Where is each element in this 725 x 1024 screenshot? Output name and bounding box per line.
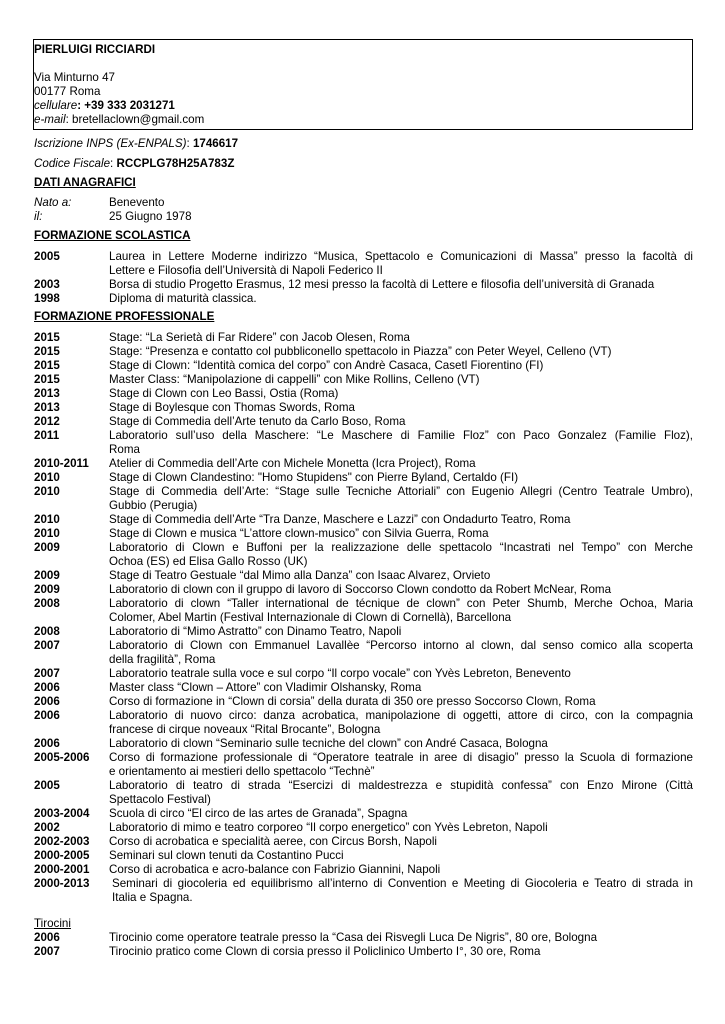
entry-row xyxy=(34,373,693,387)
entry-year: 2007 xyxy=(34,667,60,680)
entry-description xyxy=(109,429,693,457)
entry-line: Stage di Commedia dell’Arte tenuto da Carlo Boso, Roma xyxy=(109,415,406,428)
entry-line: Master Class: “Manipolazione di cappelli” con Mike Rollins, Celleno (VT) xyxy=(109,373,480,386)
entry-year: 2015 xyxy=(34,359,60,372)
entry-year: 2006 xyxy=(34,931,60,944)
entry-row xyxy=(34,835,693,849)
entry-line: Laboratorio di teatro di strada “Esercizi di maldestrezza e stupidità confessa” con Enzo Mirone (Città xyxy=(109,779,693,792)
section-title-professionale: FORMAZIONE PROFESSIONALE xyxy=(34,310,215,323)
entry-line: Laboratorio di Clown e Buffoni per la realizzazione delle spettacolo “Incastrati nel Tempo” con Merche xyxy=(109,541,693,554)
phone-label: cellulare xyxy=(34,99,78,112)
entry-line: Laboratorio di mimo e teatro corporeo “Il corpo energetico” con Yvès Lebreton, Napoli xyxy=(109,821,548,834)
entry-row xyxy=(34,821,693,835)
entry-line: Stage di Clown e musica “L’attore clown-musico” con Silvia Guerra, Roma xyxy=(109,527,489,540)
entry-year: 2006 xyxy=(34,695,60,708)
entry-year: 2003 xyxy=(34,278,60,291)
entry-row xyxy=(34,485,693,513)
entry-line: Stage di Commedia dell’Arte: “Stage sulle Tecniche Attoriali” con Eugenio Allegri (Centro Teatrale Umbro), xyxy=(109,485,693,498)
entry-row xyxy=(34,931,693,945)
entry-row xyxy=(34,387,693,401)
birthplace-value: Benevento xyxy=(109,196,165,209)
entry-line: Tirocinio come operatore teatrale presso la “Casa dei Risvegli Luca De Nigris”, 80 ore, Bologna xyxy=(109,931,598,944)
entry-year: 2012 xyxy=(34,415,60,428)
entry-line: Tirocinio pratico come Clown di corsia presso il Policlinico Umberto I°, 30 ore, Roma xyxy=(109,945,541,958)
entry-year: 2009 xyxy=(34,569,60,582)
entry-row xyxy=(34,345,693,359)
entry-year: 2000-2005 xyxy=(34,849,90,862)
entry-line: Master class “Clown – Attore” con Vladimir Olshansky, Roma xyxy=(109,681,422,694)
entry-line: Stage di Clown: “Identità comica del corpo” con Andrè Casaca, Casetl Fiorentino (FI) xyxy=(109,359,544,372)
entry-line: Laboratorio di nuovo circo: danza acrobatica, manipolazione di oggetti, attore di circo, con la compagnia xyxy=(109,709,693,722)
entry-line: e orientamento ai mestieri dello spettacolo “Technè” xyxy=(109,765,375,778)
entry-description xyxy=(109,779,693,807)
contact-box xyxy=(33,39,693,130)
entry-year: 2002-2003 xyxy=(34,835,90,848)
entry-line: Stage di Commedia dell’Arte “Tra Danze, Maschere e Lazzi” con Ondadurto Teatro, Roma xyxy=(109,513,571,526)
entry-description xyxy=(109,278,693,292)
entry-description xyxy=(109,709,693,737)
entry-line: Seminari di giocoleria ed equilibrismo all’interno di Convention e Meeting di Giocoleria e Teatro di strada in xyxy=(112,877,693,890)
entry-line: Corso di acrobatica e acro-balance con Fabrizio Giannini, Napoli xyxy=(109,863,441,876)
cf-value: RCCPLG78H25A783Z xyxy=(116,157,235,170)
entry-row xyxy=(34,527,693,541)
entry-row xyxy=(34,292,693,306)
birthdate-row xyxy=(34,210,693,224)
email-label: e-mail xyxy=(34,113,66,126)
entry-row xyxy=(34,667,693,681)
entry-year: 2000-2001 xyxy=(34,863,90,876)
entry-description xyxy=(109,849,693,863)
entry-year: 2010 xyxy=(34,471,60,484)
entry-description xyxy=(109,597,693,625)
entry-year: 2010 xyxy=(34,513,60,526)
entry-row xyxy=(34,639,693,667)
entry-line: Laboratorio teatrale sulla voce e sul corpo “Il corpo vocale” con Yvès Lebreton, Benevento xyxy=(109,667,571,680)
entry-row xyxy=(34,471,693,485)
entry-description xyxy=(109,639,693,667)
entry-line: Seminari sul clown tenuti da Costantino Pucci xyxy=(109,849,344,862)
entry-description xyxy=(109,457,693,471)
entry-row xyxy=(34,457,693,471)
entry-row xyxy=(34,681,693,695)
entry-line: Gubbio (Perugia) xyxy=(109,499,198,512)
entry-year: 2009 xyxy=(34,583,60,596)
entry-row xyxy=(34,807,693,821)
entry-row xyxy=(34,331,693,345)
entry-year: 2010-2011 xyxy=(34,457,89,470)
entry-description xyxy=(109,667,693,681)
scolastica-list xyxy=(34,250,693,306)
entry-row xyxy=(34,569,693,583)
entry-line: Laboratorio di clown “Taller international de técnique de clown” con Peter Shumb, Merche Ochoa, Maria xyxy=(109,597,693,610)
inps-sep: : xyxy=(186,137,193,150)
entry-row xyxy=(34,541,693,569)
tirocini-list xyxy=(34,931,693,959)
entry-description xyxy=(109,373,693,387)
birthdate-value: 25 Giugno 1978 xyxy=(109,210,192,223)
entry-row xyxy=(34,359,693,373)
entry-year: 2002 xyxy=(34,821,60,834)
entry-year: 2011 xyxy=(34,429,60,442)
entry-row xyxy=(34,583,693,597)
entry-line: Stage: “La Serietà di Far Ridere” con Jacob Olesen, Roma xyxy=(109,331,410,344)
entry-description xyxy=(109,863,693,877)
entry-description xyxy=(109,695,693,709)
entry-year: 2008 xyxy=(34,597,60,610)
entry-line: Atelier di Commedia dell’Arte con Michele Monetta (Icra Project), Roma xyxy=(109,457,476,470)
entry-row xyxy=(34,751,693,779)
entry-description xyxy=(109,625,693,639)
entry-description xyxy=(109,541,693,569)
cf-label: Codice Fiscale xyxy=(34,157,111,170)
entry-line: Italia e Spagna. xyxy=(112,891,193,904)
birthdate-sep: : xyxy=(39,210,43,223)
entry-line: Lettere e Filosofia dell’Università di Napoli Federico II xyxy=(109,264,383,277)
entry-description xyxy=(109,513,693,527)
entry-line: Scuola di circo “El circo de las artes de Granada”, Spagna xyxy=(109,807,408,820)
entry-row xyxy=(34,709,693,737)
section-title-anagrafici: DATI ANAGRAFICI xyxy=(34,176,136,189)
entry-description xyxy=(109,681,693,695)
entry-line: Roma xyxy=(109,443,140,456)
entry-description xyxy=(109,387,693,401)
entry-description xyxy=(109,945,693,959)
inps-value: 1746617 xyxy=(192,137,239,150)
entry-year: 2008 xyxy=(34,625,60,638)
birthplace-sep: : xyxy=(68,196,72,209)
entry-line: Laboratorio di clown con il gruppo di lavoro di Soccorso Clown condotto da Robert McNear, Roma xyxy=(109,583,612,596)
entry-line: Corso di formazione professionale di “Operatore teatrale in aree di disagio” presso la Scuola di formazione xyxy=(109,751,693,764)
person-name: PIERLUIGI RICCIARDI xyxy=(34,43,156,56)
email-value: : bretellaclown@gmail.com xyxy=(65,113,205,126)
section-title-scolastica: FORMAZIONE SCOLASTICA xyxy=(34,229,191,242)
entry-line: francese di cirque noveaux “Rital Brocante”, Bologna xyxy=(109,723,381,736)
entry-description xyxy=(109,401,693,415)
entry-description xyxy=(109,527,693,541)
entry-description xyxy=(109,821,693,835)
entry-line: Ochoa (ES) ed Elisa Gallo Rosso (UK) xyxy=(109,555,308,568)
entry-row xyxy=(34,401,693,415)
entry-year: 2010 xyxy=(34,527,60,540)
birthdate-label: il xyxy=(34,210,40,223)
entry-description xyxy=(109,359,693,373)
entry-description xyxy=(109,250,693,278)
entry-line: Diploma di maturità classica. xyxy=(109,292,257,305)
entry-line: Borsa di studio Progetto Erasmus, 12 mesi presso la facoltà di Lettere e filosofia dell’università di Granada xyxy=(109,278,655,291)
entry-row xyxy=(34,278,693,292)
entry-year: 2013 xyxy=(34,387,60,400)
entry-row xyxy=(34,779,693,807)
entry-year: 2005 xyxy=(34,779,60,792)
entry-year: 2006 xyxy=(34,709,60,722)
entry-line: Spettacolo Festival) xyxy=(109,793,211,806)
entry-description xyxy=(109,569,693,583)
birthplace-label: Nato a xyxy=(34,196,69,209)
entry-line: Laboratorio di “Mimo Astratto” con Dinamo Teatro, Napoli xyxy=(109,625,402,638)
entry-row xyxy=(34,737,693,751)
entry-row xyxy=(34,513,693,527)
phone-line xyxy=(34,99,688,113)
entry-year: 2013 xyxy=(34,401,60,414)
entry-row xyxy=(34,863,693,877)
entry-description xyxy=(109,583,693,597)
entry-line: Laboratorio di Clown con Emmanuel Lavallèe “Percorso intorno al clown, dal senso comico alla scoperta xyxy=(109,639,693,652)
entry-description xyxy=(109,345,693,359)
entry-description xyxy=(109,292,693,306)
entry-line: Laurea in Lettere Moderne indirizzo “Musica, Spettacolo e Comunicazioni di Massa” presso la facoltà di xyxy=(109,250,693,263)
entry-row xyxy=(34,415,693,429)
entry-year: 2003-2004 xyxy=(34,807,90,820)
inps-line xyxy=(34,137,693,151)
entry-row xyxy=(34,250,693,278)
entry-line: della fragilità”, Roma xyxy=(109,653,216,666)
entry-line: Corso di formazione in “Clown di corsia” della durata di 350 ore presso Soccorso Clown, Roma xyxy=(109,695,596,708)
entry-year: 2015 xyxy=(34,373,60,386)
entry-year: 2015 xyxy=(34,331,60,344)
entry-description xyxy=(112,877,693,905)
entry-year: 2005 xyxy=(34,250,60,263)
entry-row xyxy=(34,597,693,625)
email-line xyxy=(34,113,688,127)
entry-year: 2006 xyxy=(34,681,60,694)
entry-line: Stage di Boylesque con Thomas Swords, Roma xyxy=(109,401,355,414)
professionale-list xyxy=(34,331,693,905)
cf-sep: : xyxy=(110,157,117,170)
entry-row xyxy=(34,695,693,709)
entry-line: Colomer, Abel Martin (Festival Internazionale di Clown di Cornellà), Barcellona xyxy=(109,611,512,624)
entry-year: 2000-2013 xyxy=(34,877,90,890)
entry-row xyxy=(34,429,693,457)
entry-row xyxy=(34,849,693,863)
entry-row xyxy=(34,625,693,639)
entry-year: 2006 xyxy=(34,737,60,750)
entry-description xyxy=(109,331,693,345)
entry-description xyxy=(109,931,693,945)
entry-description xyxy=(109,737,693,751)
entry-line: Stage: “Presenza e contatto col pubbliconello spettacolo in Piazza” con Peter Weyel, Celleno (VT) xyxy=(109,345,612,358)
entry-line: Laboratorio sull’uso della Maschere: “Le Maschere di Familie Floz” con Paco Gonzalez (Familie Floz), xyxy=(109,429,693,442)
cv-page xyxy=(34,39,693,959)
cf-line xyxy=(34,157,693,171)
inps-label: Iscrizione INPS (Ex-ENPALS) xyxy=(34,137,187,150)
entry-description xyxy=(109,485,693,513)
entry-year: 2009 xyxy=(34,541,60,554)
entry-line: Laboratorio di clown “Seminario sulle tecniche del clown” con André Casaca, Bologna xyxy=(109,737,548,750)
phone-value: : +39 333 2031271 xyxy=(77,99,175,112)
entry-year: 2015 xyxy=(34,345,60,358)
entry-year: 2007 xyxy=(34,639,60,652)
entry-year: 2007 xyxy=(34,945,60,958)
address-street: Via Minturno 47 xyxy=(34,71,115,84)
entry-line: Stage di Clown con Leo Bassi, Ostia (Roma) xyxy=(109,387,339,400)
entry-year: 2010 xyxy=(34,485,60,498)
entry-description xyxy=(109,415,693,429)
entry-row xyxy=(34,945,693,959)
entry-row xyxy=(34,877,693,905)
entry-line: Stage di Clown Clandestino: "Homo Stupidens" con Pierre Byland, Certaldo (FI) xyxy=(109,471,519,484)
entry-year: 1998 xyxy=(34,292,60,305)
birthplace-row xyxy=(34,196,693,210)
entry-line: Corso di acrobatica e specialità aeree, con Circus Borsh, Napoli xyxy=(109,835,438,848)
entry-description xyxy=(109,751,693,779)
section-title-tirocini: Tirocini xyxy=(34,917,71,930)
entry-description xyxy=(109,807,693,821)
entry-description xyxy=(109,471,693,485)
entry-year: 2005-2006 xyxy=(34,751,90,764)
address-city: 00177 Roma xyxy=(34,85,101,98)
entry-line: Stage di Teatro Gestuale “dal Mimo alla Danza” con Isaac Alvarez, Orvieto xyxy=(109,569,491,582)
entry-description xyxy=(109,835,693,849)
